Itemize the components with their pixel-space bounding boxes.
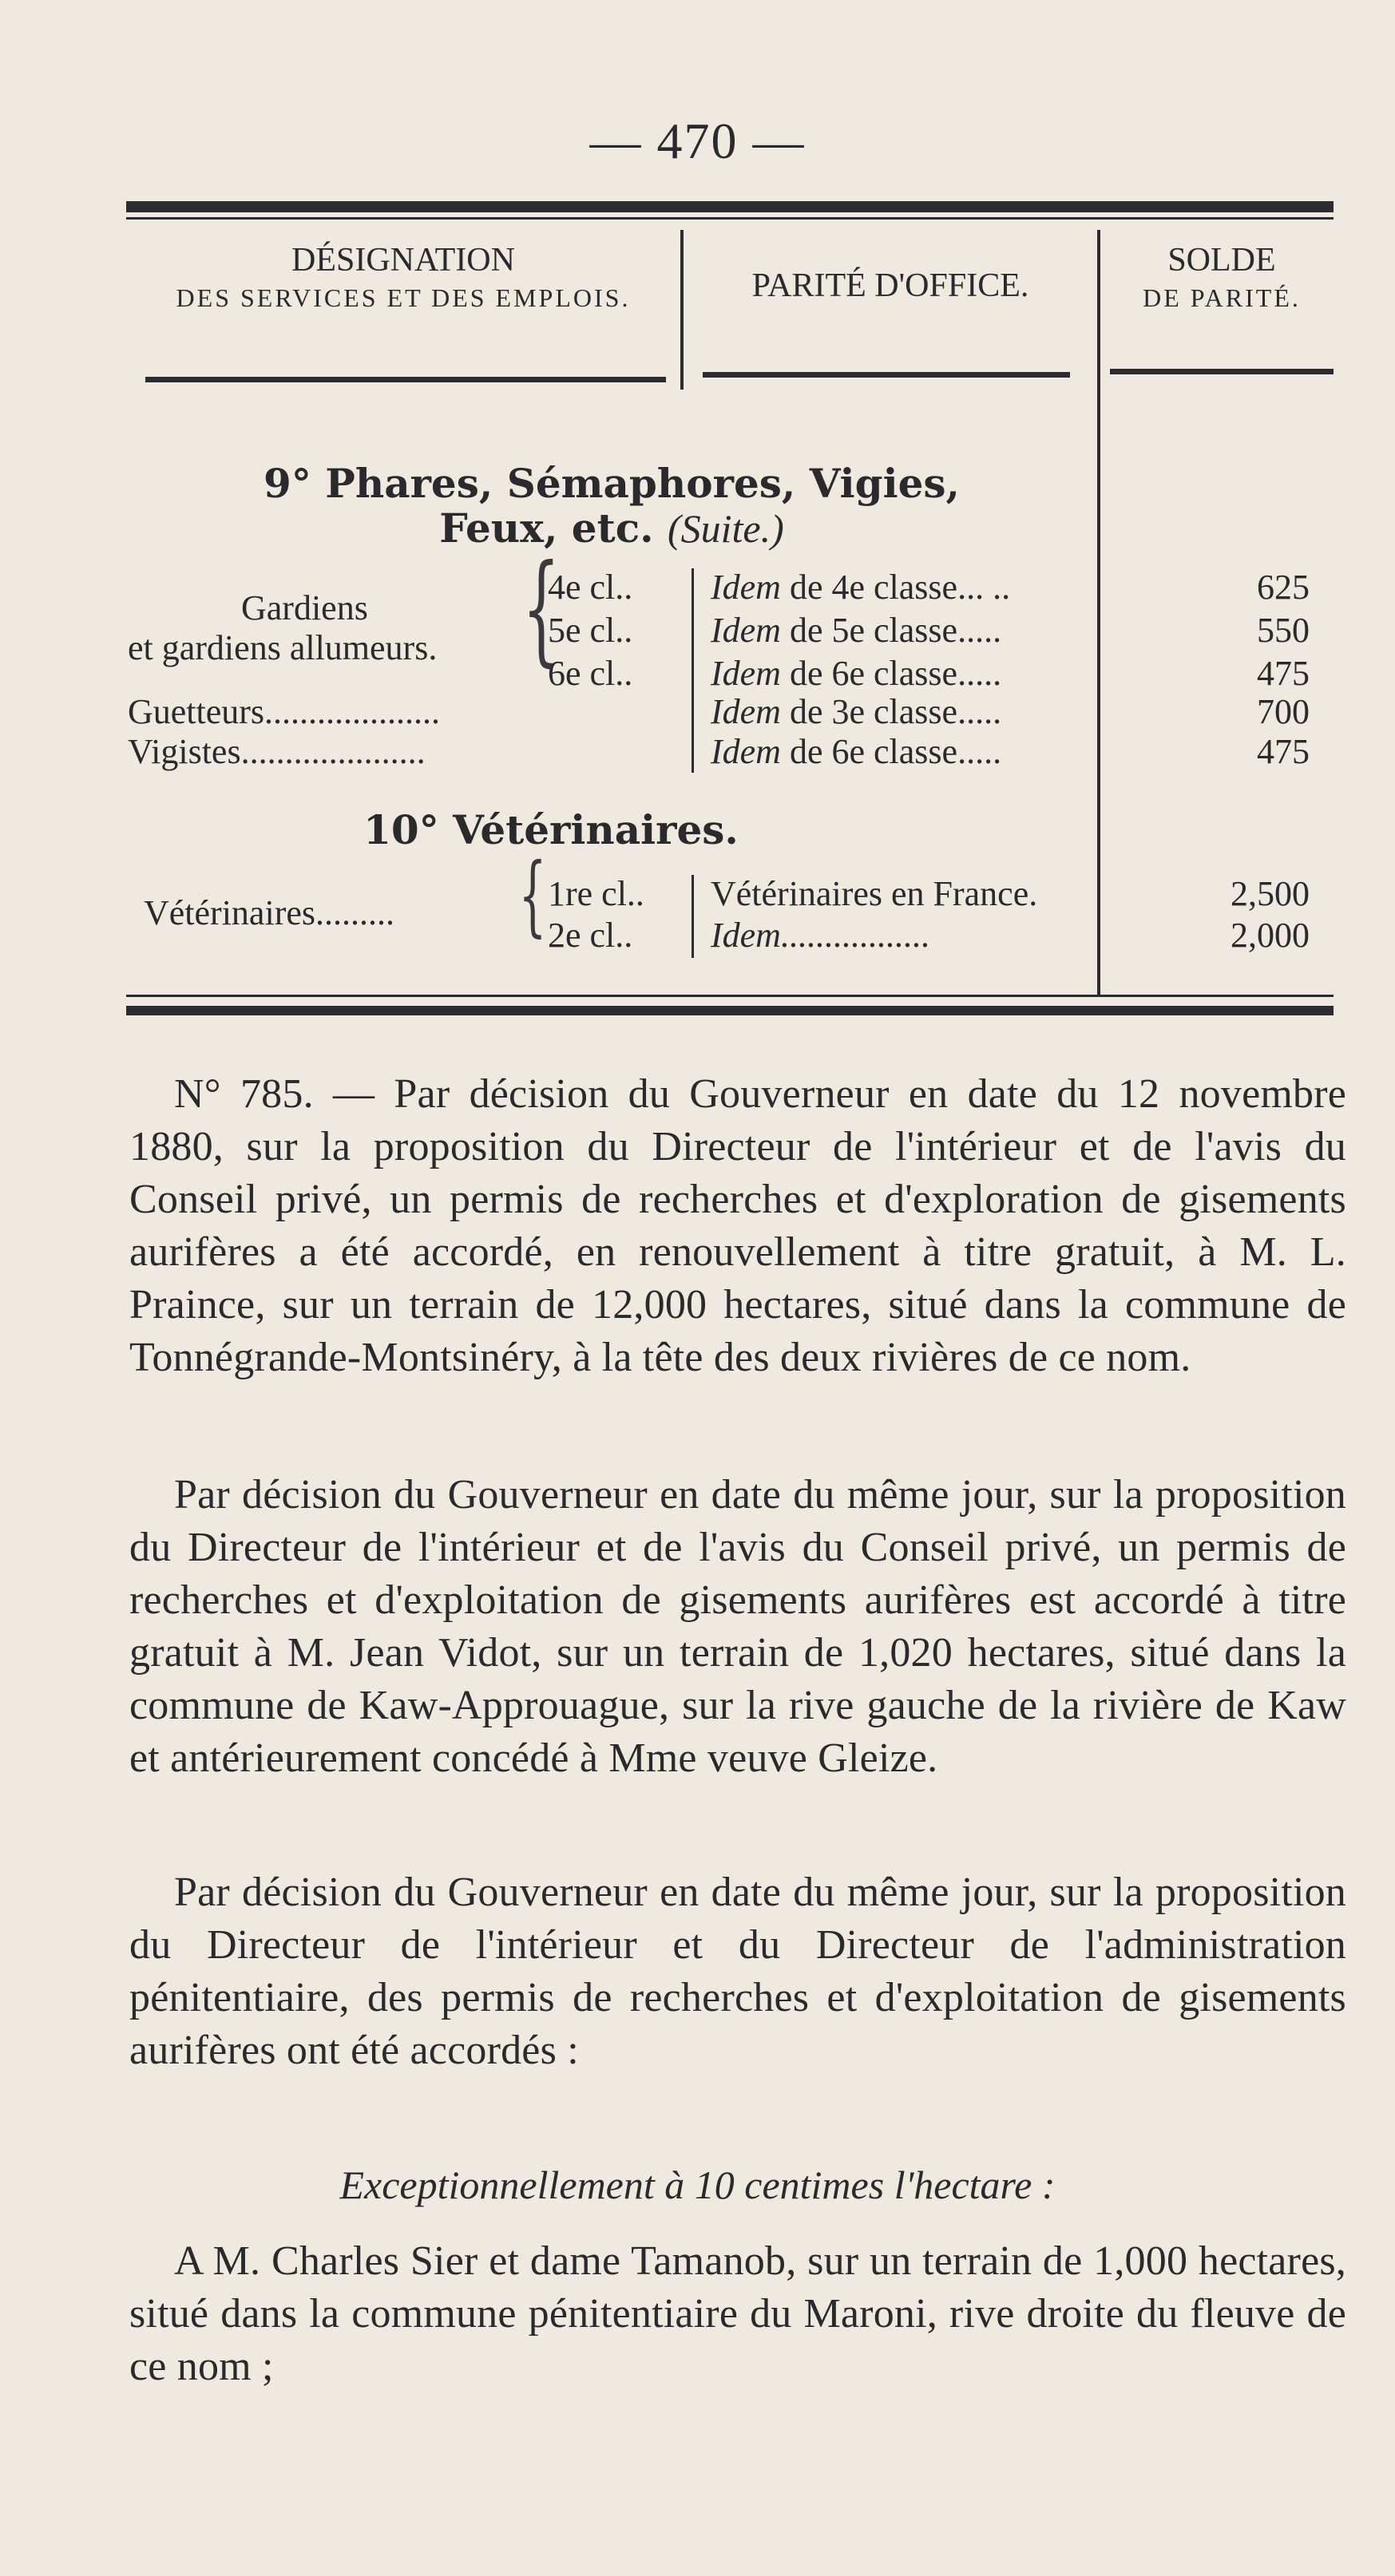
header-underline-designation	[145, 377, 666, 382]
section-9-suite: (Suite.)	[667, 506, 784, 551]
header-vline-1	[680, 230, 684, 390]
section-10-title: 10° Vétérinaires.	[363, 806, 739, 853]
bottom-rule-thin	[126, 995, 1334, 997]
column-header-parite: PARITÉ D'OFFICE.	[751, 267, 1029, 304]
gardiens-class-4: 4e cl..	[548, 568, 633, 607]
veterinaires-solde-1: 2,500	[1231, 874, 1310, 913]
paragraph-vidot: Par décision du Gouverneur en date du même jour, sur la proposition du Directeur de l'intérieur et de l'avis du Conseil privé, un permis de recherches et d'exploitation de gisements aurifères est accordé à titre gratuit à M. Jean Vidot, sur un terrain de 1,020 hectares, situé dans la commune de Kaw-Approuague, sur la rive gauche de la rivière de Kaw et antérieurement concédé à Mme veuve Gleize.	[129, 1472, 1346, 1781]
header-underline-solde	[1110, 369, 1334, 374]
veterinaires-column-line	[692, 875, 694, 958]
gardiens-parite-4: Idem de 4e classe... ..	[711, 568, 1011, 607]
guetteurs-label: Guetteurs....................	[128, 692, 441, 731]
gardiens-parite-6: Idem de 6e classe.....	[711, 654, 1002, 693]
top-rule-thick	[126, 201, 1334, 212]
paragraph-penitentiaire: Par décision du Gouverneur en date du même jour, sur la proposition du Directeur de l'intérieur et du Directeur de l'administration pénitentiaire, des permis de recherches et d'exploitation de gisements aurifères ont été accordés :	[129, 1870, 1346, 2073]
designation-line1: DÉSIGNATION	[291, 242, 515, 279]
veterinaires-parite-2: Idem.................	[711, 916, 930, 955]
guetteurs-parite: Idem de 3e classe.....	[711, 692, 1002, 731]
gardiens-solde-4: 625	[1257, 568, 1310, 607]
header-underline-parite	[703, 372, 1070, 378]
section-9-title-feux: Feux, etc.	[439, 505, 654, 552]
guetteurs-solde: 700	[1257, 692, 1310, 731]
veterinaires-parite-1: Vétérinaires en France.	[711, 874, 1038, 913]
vigistes-label: Vigistes.....................	[128, 732, 426, 771]
gardiens-class-6: 6e cl..	[548, 654, 633, 693]
solde-line2: DE PARITÉ.	[1143, 283, 1301, 312]
solde-line1: SOLDE	[1167, 242, 1276, 279]
solde-column-line	[1097, 230, 1100, 996]
veterinaires-class-2: 2e cl..	[548, 916, 633, 955]
gardiens-label-line1: Gardiens	[241, 588, 368, 627]
vigistes-parite: Idem de 6e classe.....	[711, 732, 1002, 771]
veterinaires-solde-2: 2,000	[1231, 916, 1310, 955]
parite-column-line	[692, 568, 694, 773]
veterinaires-label: Vétérinaires.........	[144, 893, 394, 932]
veterinaires-brace: {	[518, 844, 547, 946]
section-9-title-line2	[128, 505, 1096, 552]
column-header-designation	[128, 239, 679, 314]
bottom-rule-thick	[126, 1006, 1334, 1015]
gardiens-solde-5: 550	[1257, 611, 1310, 650]
gardiens-label-line2: et gardiens allumeurs.	[128, 628, 438, 667]
page-number: — 470 —	[589, 113, 806, 169]
column-header-solde	[1106, 239, 1338, 314]
top-rule-thin	[126, 217, 1334, 220]
vigistes-solde: 475	[1257, 732, 1310, 771]
veterinaires-class-1: 1re cl..	[548, 874, 644, 913]
gardiens-solde-6: 475	[1257, 654, 1310, 693]
section-9-title: 9° Phares, Sémaphores, Vigies,	[264, 460, 960, 507]
caption-exceptionnellement: Exceptionnellement à 10 centimes l'hectare :	[339, 2162, 1056, 2207]
paragraph-sier: A M. Charles Sier et dame Tamanob, sur un terrain de 1,000 hectares, situé dans la commune pénitentiaire du Maroni, rive droite du fleuve de ce nom ;	[129, 2238, 1346, 2389]
paragraph-785: N° 785. — Par décision du Gouverneur en date du 12 novembre 1880, sur la proposition du Directeur de l'intérieur et de l'avis du Conseil privé, un permis de recherches et d'exploration de gisements aurifères a été accordé, en renouvellement à titre gratuit, à M. L. Praince, sur un terrain de 12,000 hectares, situé dans la commune de Tonnégrande-Montsinéry, à la tête des deux rivières de ce nom.	[129, 1071, 1346, 1380]
gardiens-parite-5: Idem de 5e classe.....	[711, 611, 1002, 650]
designation-line2: DES SERVICES ET DES EMPLOIS.	[176, 283, 631, 312]
gardiens-class-5: 5e cl..	[548, 611, 633, 650]
gardiens-brace: {	[521, 540, 561, 679]
